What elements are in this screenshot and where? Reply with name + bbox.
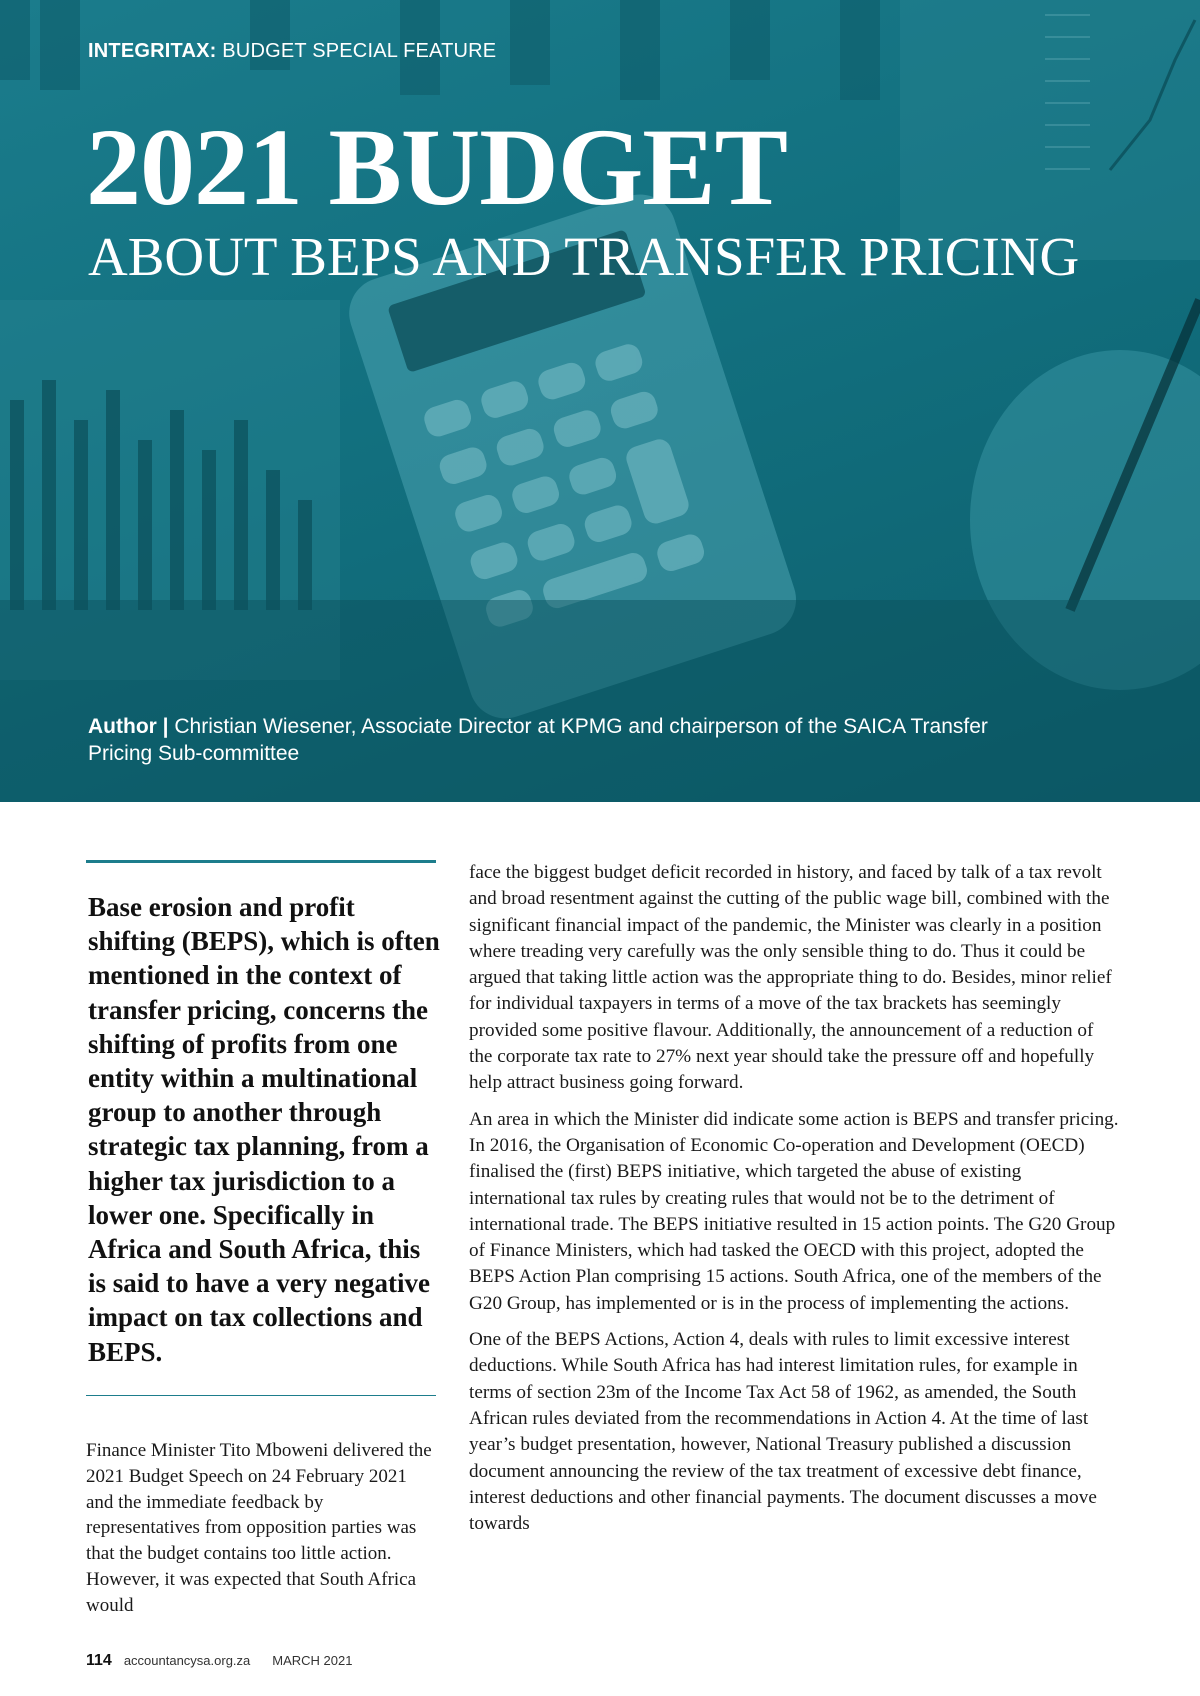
page-number: 114 [86,1652,112,1669]
pull-quote: Base erosion and profit shifting (BEPS), which is often mentioned in the context of transfer pricing, concerns the shifting of profits from one entity within a multinational group to another through strategic tax planning, from a higher tax jurisdiction to a lower one. Specifically in Africa and South Africa, this is said to have a very negative impact on tax collections and BEPS. [88,892,440,1367]
page-title: 2021 BUDGET [86,106,788,228]
footer-website: accountancysa.org.za [123,1653,251,1668]
footer-issue: MARCH 2021 [272,1653,353,1668]
author-label: Author | [88,715,169,738]
pull-quote-bottom-rule [86,1395,436,1396]
body-paragraph: face the biggest budget deficit recorded in history, and faced by talk of a tax revolt and broad resentment against the cutting of the public wage bill, combined with the significant financial impact of the pandemic, the Minister was clearly in a position where treading very carefully was the only sensible thing to do. Thus it could be argued that taking little action was the appropriate thing to do. Besides, minor relief for individual taxpayers in terms of a move of the tax brackets has seemingly provided some positive flavour. Additionally, the announcement of a reduction of the corporate tax rate to 27% next year should take the pressure off and hopefully help attract business going forward. [469,862,1112,1094]
page-footer [86,1652,352,1670]
author-text: Christian Wiesener, Associate Director at KPMG and chairperson of the SAICA Transfer Pricing Sub-committee [88,715,988,765]
page-subtitle: ABOUT BEPS AND TRANSFER PRICING [88,226,1080,287]
body-paragraph: One of the BEPS Actions, Action 4, deals with rules to limit excessive interest deductions. While South Africa has had interest limitation rules, for example in terms of section 23m of the Income Tax Act 58 of 1962, as amended, the South African rules deviated from the recommendations in Action 4. At the time of last year’s budget presentation, however, National Treasury published a discussion document announcing the review of the tax treatment of excessive debt finance, interest deductions and other financial payments. The document discusses a move towards [469,1329,1097,1535]
kicker-rest: BUDGET SPECIAL FEATURE [216,40,497,62]
section-kicker [88,40,496,63]
author-byline [88,713,1048,767]
article-body [469,860,1119,1547]
intro-paragraph: Finance Minister Tito Mboweni delivered the 2021 Budget Speech on 24 February 2021 and the immediate feedback by representatives from opposition parties was that the budget contains too little action. However, it was expected that South Africa would [86,1440,432,1616]
kicker-bold: INTEGRITAX: [88,40,217,62]
body-paragraph: An area in which the Minister did indicate some action is BEPS and transfer pricing. In 2016, the Organisation of Economic Co-operation and Development (OECD) finalised the (first) BEPS initiative, which targeted the abuse of existing international tax rules by creating rules that would not be to the detriment of international trade. The BEPS initiative resulted in 15 action points. The G20 Group of Finance Ministers, which had tasked the OECD with this project, adopted the BEPS Action Plan comprising 15 actions. South Africa, one of the members of the G20 Group, has implemented or is in the process of implementing the actions. [469,1108,1119,1314]
hero-banner [0,0,1200,802]
pull-quote-top-rule [86,860,436,863]
